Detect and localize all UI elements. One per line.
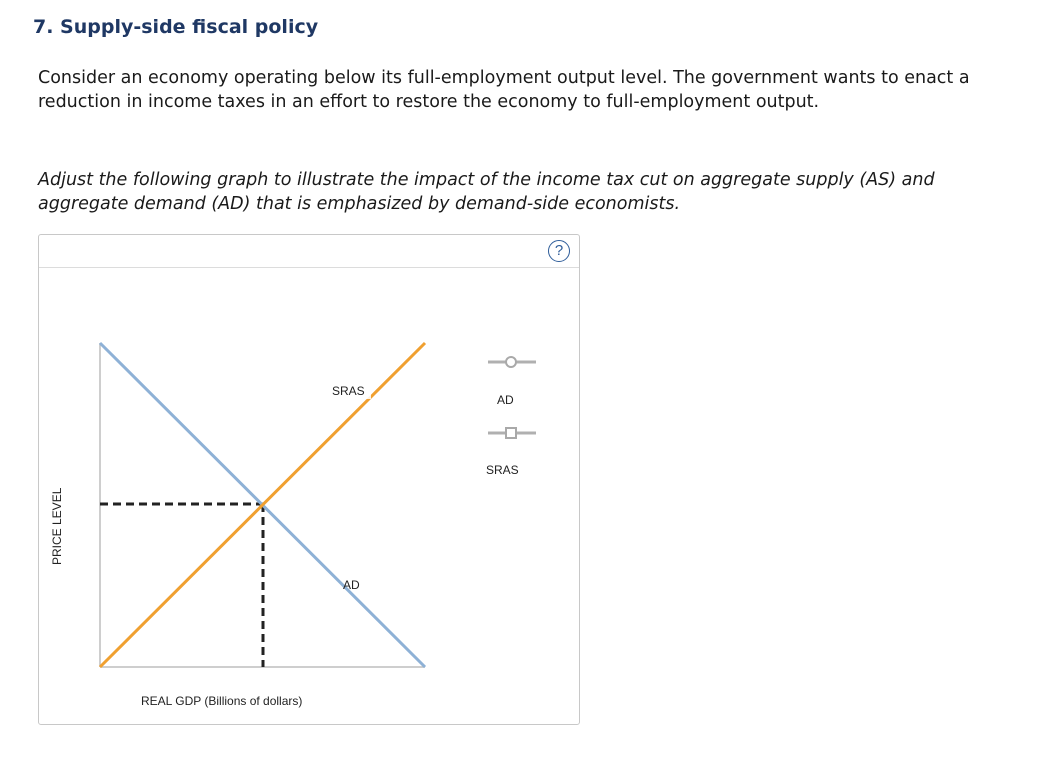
help-button[interactable]: ?	[548, 240, 570, 262]
sras-tool[interactable]	[488, 428, 536, 438]
sras-tool-label: SRAS	[486, 463, 519, 477]
graph-panel	[38, 234, 580, 725]
graph-canvas[interactable]	[39, 235, 579, 724]
circle-marker-icon	[506, 357, 516, 367]
ad-curve-label: AD	[343, 578, 360, 592]
sras-curve-label: SRAS	[332, 384, 365, 398]
question-intro: Consider an economy operating below its full-employment output level. The government wants to enact a reduction in income taxes in an effort to restore the economy to full-employment output.	[38, 68, 970, 112]
question-instruction: Adjust the following graph to illustrate the impact of the income tax cut on aggregate supply (AS) and aggregate demand (AD) that is emphasized by demand-side economists.	[38, 170, 935, 214]
y-axis-label: PRICE LEVEL	[50, 487, 64, 565]
question-title: 7. Supply-side fiscal policy	[33, 16, 319, 38]
x-axis-label: REAL GDP (Billions of dollars)	[141, 694, 303, 708]
square-marker-icon	[506, 428, 516, 438]
ad-tool[interactable]	[488, 357, 536, 367]
ad-tool-label: AD	[497, 393, 514, 407]
